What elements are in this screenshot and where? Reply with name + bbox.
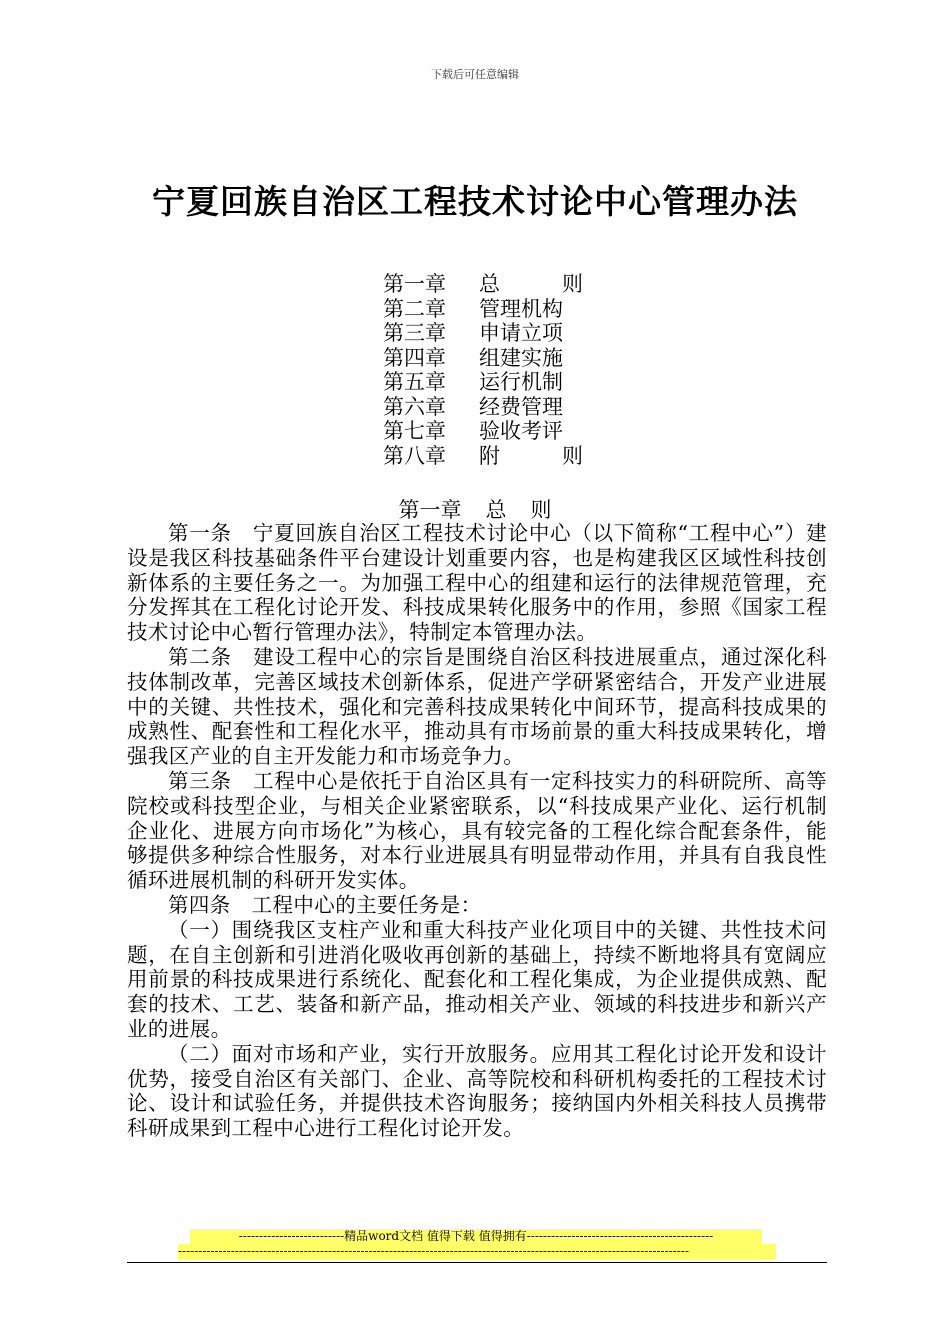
toc-chapter-number: 第六章 (383, 394, 446, 419)
toc-item (383, 419, 583, 444)
toc-item (383, 444, 583, 469)
toc-name-part: 验收考评 (479, 419, 563, 443)
footer-banner: --------------------------精品word文档 值得下载 值得拥有---------------------------------------------- (190, 1229, 762, 1244)
toc-chapter-number: 第七章 (383, 419, 446, 443)
toc-chapter-name (479, 346, 583, 371)
chapter-name-part: 则 (530, 498, 552, 522)
toc-name-part: 运行机制 (479, 370, 563, 394)
toc-name-part: 则 (562, 443, 583, 468)
toc-name-part: 附 (479, 443, 500, 468)
chapter-body (127, 521, 827, 1141)
article-paragraph: 第四条 工程中心的主要任务是： (168, 892, 482, 917)
toc-chapter-number: 第三章 (383, 321, 446, 345)
article-paragraph: 第一条 宁夏回族自治区工程技术讨论中心（以下简称“工程中心”）建设是我区科技基础条件平台建设计划重要内容，也是构建我区区域性科技创新体系的主要任务之一。为加强工程中心的组建和运行的法律规范管理，充分发挥其在工程化讨论开发、科技成果转化服务中的作用，参照《国家工程技术讨论中心暂行管理办法》，特制定本管理办法。 (127, 521, 827, 645)
toc-name-part: 则 (562, 272, 583, 296)
toc-chapter-number: 第五章 (383, 370, 446, 394)
toc-item (383, 346, 583, 371)
toc-item (383, 395, 583, 420)
article-paragraph: 第三条 工程中心是依托于自治区具有一定科技实力的科研院所、高等院校或科技型企业，与相关企业紧密联系，以“科技成果产业化、运行机制企业化、进展方向市场化”为核心，具有较完备的工程化综合配套条件，能够提供多种综合性服务，对本行业进展具有明显带动作用，并具有自我良性循环进展机制的科研开发实体。 (127, 768, 827, 893)
toc-name-part: 组建实施 (479, 345, 563, 370)
toc-chapter-name (479, 419, 583, 444)
toc-name-part: 总 (479, 272, 500, 296)
chapter-name-part: 总 (485, 498, 507, 522)
article-paragraph: 第二条 建设工程中心的宗旨是围绕自治区科技进展重点，通过深化科技体制改革，完善区域技术创新体系，促进产学研紧密结合，开发产业进展中的关键、共性技术，强化和完善科技成果转化中间环节，提高科技成果的成熟性、配套性和工程化水平，推动具有市场前景的重大科技成果转化，增强我区产业的自主开发能力和市场竞争力。 (127, 644, 827, 769)
document-title: 宁夏回族自治区工程技术讨论中心管理办法 (152, 182, 798, 221)
toc-name-part: 申请立项 (479, 321, 563, 345)
article-paragraph: （一）围绕我区支柱产业和重大科技产业化项目中的关键、共性技术问题，在自主创新和引进消化吸收再创新的基础上，持续不断地将具有宽阔应用前景的科技成果进行系统化、配套化和工程化集成，为企业提供成熟、配套的技术、工艺、装备和新产品，推动相关产业、领域的科技进步和新兴产业的进展。 (127, 917, 827, 1041)
toc-chapter-name (479, 297, 583, 322)
article-paragraph: （二）面对市场和产业，实行开放服务。应用其工程化讨论开发和设计优势，接受自治区有关部门、企业、高等院校和科研机构委托的工程技术讨论、设计和试验任务，并提供技术咨询服务；接纳国内外相关科技人员携带科研成果到工程中心进行工程化讨论开发。 (127, 1041, 827, 1141)
toc-chapter-name (479, 272, 583, 297)
toc-item (383, 272, 583, 297)
footer-divider (127, 1262, 827, 1263)
chapter-number: 第一章 (398, 498, 462, 522)
toc-chapter-number: 第一章 (383, 272, 446, 296)
toc-item (383, 321, 583, 346)
toc-name-part: 管理机构 (479, 296, 563, 321)
toc-chapter-number: 第八章 (383, 443, 446, 468)
header-note: 下载后可任意编辑 (431, 68, 519, 81)
toc-chapter-number: 第四章 (383, 345, 446, 370)
toc-chapter-name (479, 395, 583, 420)
toc-item (383, 297, 583, 322)
toc-chapter-name (479, 370, 583, 395)
toc-name-part: 经费管理 (479, 394, 563, 419)
toc-item (383, 370, 583, 395)
chapter-heading (0, 494, 950, 524)
toc-chapter-number: 第二章 (383, 296, 446, 321)
table-of-contents (383, 272, 583, 468)
footer-dash-line: ------------------------------------------------------------------------------------------------------------------------------ (178, 1244, 776, 1259)
toc-chapter-name (479, 321, 583, 346)
toc-chapter-name (479, 444, 583, 469)
